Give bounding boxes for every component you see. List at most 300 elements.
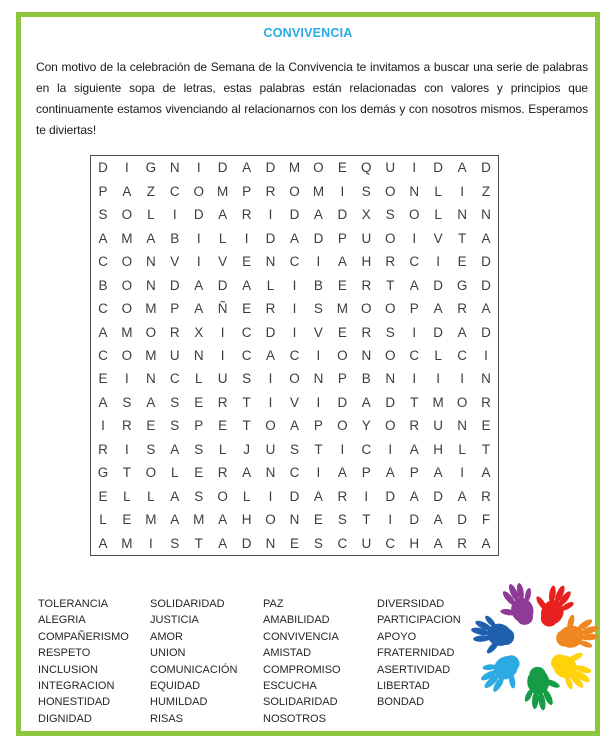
grid-letter: I <box>172 207 177 223</box>
grid-letter: D <box>265 160 276 176</box>
grid-letter: U <box>217 371 228 387</box>
grid-letter: E <box>98 371 108 387</box>
grid-letter: I <box>412 371 417 387</box>
grid-letter: B <box>170 230 180 246</box>
grid-letter: T <box>194 535 203 551</box>
grid-letter: A <box>242 465 252 481</box>
grid-letter: D <box>385 488 396 504</box>
grid-letter: C <box>337 535 348 551</box>
grid-letter: T <box>122 465 132 481</box>
grid-letter: A <box>98 324 108 340</box>
grid-letter: O <box>408 207 420 223</box>
grid-letter: O <box>217 488 228 504</box>
grid-letter: C <box>98 301 108 317</box>
grid-letter: E <box>337 160 347 176</box>
word-list-item: RISAS <box>150 712 184 725</box>
grid-letter: A <box>218 535 228 551</box>
grid-letter: L <box>218 441 227 457</box>
grid-letter: A <box>170 488 180 504</box>
grid-letter: N <box>169 160 180 176</box>
grid-letter: I <box>196 230 201 246</box>
grid-letter: H <box>241 512 252 528</box>
grid-letter: A <box>146 230 156 246</box>
grid-letter: S <box>313 301 323 317</box>
grid-letter: D <box>481 324 491 340</box>
word-list-column-2 <box>150 596 262 727</box>
grid-letter: G <box>145 160 157 176</box>
grid-letter: N <box>457 207 467 223</box>
grid-letter: D <box>241 535 252 551</box>
grid-letter: D <box>313 230 324 246</box>
grid-letter: N <box>289 512 300 528</box>
grid-letter: A <box>457 160 467 176</box>
grid-letter: E <box>242 254 252 270</box>
grid-letter: R <box>98 441 108 457</box>
word-list-item: AMOR <box>150 630 183 643</box>
grid-letter: B <box>98 277 108 293</box>
grid-letter: D <box>337 394 348 410</box>
word-list-item: ESCUCHA <box>263 680 317 693</box>
grid-letter: V <box>289 394 299 410</box>
grid-letter: O <box>145 465 157 481</box>
word-list-item: HONESTIDAD <box>38 696 111 709</box>
grid-letter: A <box>433 535 443 551</box>
grid-letter: O <box>121 277 133 293</box>
grid-letter: R <box>481 488 491 504</box>
grid-letter: C <box>241 347 252 363</box>
grid-letter: I <box>196 160 201 176</box>
grid-letter: I <box>436 371 441 387</box>
grid-letter: V <box>433 230 443 246</box>
grid-letter: V <box>218 254 228 270</box>
grid-letter: A <box>337 254 347 270</box>
grid-letter: I <box>220 347 225 363</box>
grid-letter: M <box>288 160 301 176</box>
grid-letter: E <box>194 465 204 481</box>
grid-letter: I <box>125 371 129 387</box>
grid-letter: J <box>243 441 250 457</box>
grid-letter: A <box>385 465 395 481</box>
grid-letter: A <box>481 465 491 481</box>
grid-letter: L <box>218 230 227 246</box>
grid-letter: V <box>170 254 180 270</box>
grid-letter: L <box>242 488 251 504</box>
grid-letter: M <box>145 301 157 317</box>
word-list-item: CONVIVENCIA <box>263 630 339 643</box>
grid-letter: I <box>292 324 297 340</box>
grid-letter: I <box>388 441 393 457</box>
grid-letter: O <box>121 207 133 223</box>
grid-letter: L <box>434 347 442 363</box>
grid-letter: C <box>241 324 252 340</box>
grid-letter: D <box>337 207 348 223</box>
grid-letter: L <box>147 488 155 504</box>
grid-letter: X <box>361 207 371 223</box>
word-list-item: COMPAÑERISMO <box>38 630 129 643</box>
grid-letter: O <box>385 347 396 363</box>
grid-letter: Q <box>361 160 372 176</box>
grid-letter: A <box>289 230 299 246</box>
grid-letter: A <box>361 394 371 410</box>
word-list-item: JUSTICIA <box>150 614 199 627</box>
grid-letter: E <box>481 418 491 434</box>
grid-letter: I <box>412 230 417 246</box>
grid-letter: U <box>433 418 444 434</box>
grid-letter: O <box>289 371 300 387</box>
grid-letter: N <box>481 371 491 387</box>
grid-letter: C <box>289 254 300 270</box>
grid-letter: C <box>409 347 420 363</box>
word-list-item: EQUIDAD <box>150 680 201 693</box>
handprint-yellow-icon <box>543 640 601 697</box>
grid-letter: C <box>457 347 467 363</box>
grid-letter: I <box>268 488 273 504</box>
grid-letter: D <box>217 277 228 293</box>
grid-letter: A <box>313 207 323 223</box>
grid-letter: N <box>361 347 372 363</box>
grid-letter: D <box>409 512 420 528</box>
grid-letter: T <box>457 230 467 246</box>
grid-letter: R <box>241 207 252 223</box>
grid-letter: B <box>313 277 323 293</box>
grid-letter: S <box>170 394 180 410</box>
grid-letter: U <box>361 535 372 551</box>
grid-letter: M <box>336 301 348 317</box>
grid-letter: C <box>385 535 396 551</box>
grid-letter: O <box>337 347 348 363</box>
grid-letter: A <box>409 488 419 504</box>
grid-letter: N <box>145 254 156 270</box>
grid-letter: D <box>217 160 228 176</box>
grid-letter: T <box>314 441 323 457</box>
grid-letter: M <box>145 347 157 363</box>
grid-letter: I <box>316 254 321 270</box>
grid-letter: D <box>289 488 300 504</box>
grid-letter: S <box>385 324 395 340</box>
grid-letter: R <box>481 394 491 410</box>
intro-paragraph: Con motivo de la celebración de Semana de la Convivencia te invitamos a buscar una serie de palabras en la siguiente sopa de letras, estas palabras están relacionadas con valores y principios que continuamente estamos vivenciando al relacionarnos con los demás y con nosotros mismos. Esperamos te diviertas! <box>36 60 588 137</box>
grid-letter: A <box>218 207 228 223</box>
grid-letter: D <box>457 512 467 528</box>
grid-letter: U <box>265 441 276 457</box>
grid-letter: I <box>101 418 105 434</box>
grid-letter: E <box>98 488 108 504</box>
word-list-column-1 <box>38 596 150 727</box>
grid-letter: A <box>170 441 180 457</box>
grid-letter: R <box>337 488 348 504</box>
grid-letter: L <box>147 207 155 223</box>
grid-letter: T <box>242 394 251 410</box>
handprint-cyan-icon <box>473 645 532 703</box>
grid-letter: A <box>481 535 491 551</box>
grid-letter: A <box>337 465 347 481</box>
grid-letter: A <box>242 160 252 176</box>
grid-letter: H <box>409 535 420 551</box>
grid-letter: N <box>145 371 156 387</box>
grid-letter: N <box>385 371 396 387</box>
grid-letter: A <box>409 441 419 457</box>
grid-letter: R <box>457 535 467 551</box>
grid-letter: C <box>289 347 300 363</box>
grid-letter: E <box>337 277 347 293</box>
grid-letter: I <box>316 394 321 410</box>
grid-letter: S <box>242 371 252 387</box>
grid-letter: P <box>194 418 204 434</box>
word-list-item: FRATERNIDAD <box>377 647 455 660</box>
grid-letter: C <box>169 183 180 199</box>
grid-letter: D <box>385 394 396 410</box>
grid-letter: E <box>218 418 228 434</box>
grid-letter: I <box>460 183 464 199</box>
handprint-blue-icon <box>465 611 518 660</box>
grid-letter: G <box>456 277 468 293</box>
grid-letter: S <box>146 441 156 457</box>
grid-letter: B <box>361 371 371 387</box>
grid-letter: S <box>170 535 180 551</box>
grid-letter: O <box>265 512 276 528</box>
grid-letter: E <box>313 512 323 528</box>
grid-letter: N <box>481 207 491 223</box>
grid-letter: D <box>481 254 491 270</box>
grid-letter: A <box>313 488 323 504</box>
grid-letter: I <box>460 465 464 481</box>
grid-letter: A <box>433 512 443 528</box>
grid-letter: L <box>458 441 466 457</box>
grid-letter: A <box>289 418 299 434</box>
grid-letter: M <box>121 230 133 246</box>
grid-letter: E <box>289 535 299 551</box>
word-list-item: LIBERTAD <box>377 680 430 693</box>
grid-letter: P <box>337 371 347 387</box>
word-list-item: INCLUSION <box>38 663 98 676</box>
grid-letter: M <box>121 324 133 340</box>
grid-letter: A <box>194 277 204 293</box>
grid-letter: Z <box>481 183 491 199</box>
grid-letter: C <box>169 371 180 387</box>
grid-letter: A <box>242 277 252 293</box>
grid-letter: I <box>316 347 321 363</box>
grid-letter: P <box>170 301 180 317</box>
grid-letter: E <box>194 394 204 410</box>
grid-letter: M <box>145 512 157 528</box>
grid-letter: O <box>265 418 276 434</box>
grid-letter: S <box>313 535 323 551</box>
word-list-item: RESPETO <box>38 647 91 660</box>
grid-letter: A <box>194 301 204 317</box>
grid-letter: A <box>457 324 467 340</box>
grid-letter: H <box>361 254 372 270</box>
grid-letter: O <box>337 418 348 434</box>
grid-letter: I <box>340 183 345 199</box>
grid-letter: A <box>218 512 228 528</box>
word-list-item: APOYO <box>377 630 417 643</box>
word-list-item: ALEGRIA <box>38 614 86 627</box>
grid-letter: U <box>385 160 396 176</box>
grid-letter: O <box>385 183 396 199</box>
grid-letter: N <box>193 347 204 363</box>
grid-letter: N <box>145 277 156 293</box>
word-list-item: SOLIDARIDAD <box>263 696 338 709</box>
grid-letter: A <box>481 301 491 317</box>
grid-letter: M <box>217 183 229 199</box>
grid-letter: D <box>433 160 444 176</box>
grid-letter: D <box>481 160 491 176</box>
grid-letter: M <box>193 512 205 528</box>
grid-letter: A <box>266 347 276 363</box>
grid-letter: T <box>410 394 419 410</box>
circle-of-handprints-icon <box>460 570 610 720</box>
grid-letter: A <box>433 301 443 317</box>
wordsearch-grid <box>90 155 499 556</box>
word-list-item: DIVERSIDAD <box>377 598 445 610</box>
grid-letter: I <box>220 324 225 340</box>
grid-letter: A <box>433 465 443 481</box>
word-list-item: COMUNICACIÓN <box>150 663 238 676</box>
grid-letter: P <box>409 465 419 481</box>
grid-letter: O <box>456 394 468 410</box>
grid-letter: I <box>268 394 273 410</box>
grid-letter: O <box>313 160 324 176</box>
grid-letter: T <box>386 277 395 293</box>
grid-letter: S <box>289 441 299 457</box>
grid-letter: S <box>122 394 132 410</box>
grid-letter: S <box>361 183 371 199</box>
grid-letter: N <box>265 465 276 481</box>
grid-letter: N <box>265 254 276 270</box>
grid-letter: S <box>194 441 204 457</box>
grid-letter: R <box>265 183 276 199</box>
word-list-item: COMPROMISO <box>263 663 341 676</box>
grid-letter: O <box>385 230 396 246</box>
grid-letter: S <box>170 418 180 434</box>
grid-letter: D <box>193 207 204 223</box>
grid-letter: I <box>412 160 417 176</box>
grid-letter: R <box>385 254 396 270</box>
grid-letter: R <box>361 324 372 340</box>
grid-letter: D <box>433 488 444 504</box>
grid-letter: O <box>289 183 300 199</box>
grid-letter: L <box>194 371 203 387</box>
grid-letter: R <box>217 465 228 481</box>
grid-letter: I <box>364 488 369 504</box>
grid-letter: N <box>265 535 276 551</box>
grid-letter: I <box>268 371 273 387</box>
word-list-item: AMABILIDAD <box>263 614 330 627</box>
grid-letter: D <box>433 324 444 340</box>
grid-letter: L <box>171 465 179 481</box>
grid-letter: P <box>337 230 347 246</box>
page-title: CONVIVENCIA <box>263 26 353 40</box>
grid-letter: E <box>242 301 252 317</box>
grid-letter: I <box>244 230 249 246</box>
grid-letter: C <box>98 254 108 270</box>
grid-letter: R <box>265 301 276 317</box>
grid-letter: P <box>361 465 371 481</box>
grid-letter: R <box>169 324 180 340</box>
word-list-item: SOLIDARIDAD <box>150 598 225 610</box>
grid-letter: I <box>388 512 393 528</box>
grid-letter: C <box>361 441 372 457</box>
word-list-item: PARTICIPACION <box>377 614 461 627</box>
grid-letter: R <box>217 394 228 410</box>
grid-letter: I <box>125 441 129 457</box>
grid-letter: A <box>122 183 132 199</box>
grid-letter: A <box>146 394 156 410</box>
grid-letter: I <box>292 277 297 293</box>
grid-letter: A <box>481 230 491 246</box>
grid-letter: R <box>122 418 132 434</box>
grid-letter: D <box>289 207 300 223</box>
grid-letter: P <box>409 301 419 317</box>
word-list-item: BONDAD <box>377 696 425 709</box>
grid-letter: A <box>98 394 108 410</box>
grid-letter: N <box>457 418 467 434</box>
grid-letter: U <box>361 230 372 246</box>
grid-letter: M <box>432 394 444 410</box>
grid-letter: M <box>121 535 133 551</box>
grid-letter: M <box>312 183 325 199</box>
grid-letter: S <box>98 207 108 223</box>
grid-letter: C <box>98 347 108 363</box>
grid-letter: C <box>409 254 420 270</box>
grid-letter: A <box>98 535 108 551</box>
grid-letter: I <box>292 301 297 317</box>
grid-letter: O <box>145 324 157 340</box>
grid-letter: O <box>121 347 133 363</box>
grid-letter: F <box>481 512 491 528</box>
grid-letter: I <box>316 465 321 481</box>
grid-letter: R <box>361 277 372 293</box>
grid-letter: E <box>122 512 132 528</box>
grid-letter: O <box>385 301 396 317</box>
grid-letter: I <box>340 441 345 457</box>
grid-letter: D <box>265 324 276 340</box>
grid-letter: E <box>146 418 156 434</box>
word-list-item: TOLERANCIA <box>38 598 109 610</box>
word-list-item: NOSOTROS <box>263 712 326 725</box>
grid-letter: R <box>409 418 420 434</box>
word-list-item: HUMILDAD <box>150 696 208 709</box>
grid-letter: N <box>313 371 324 387</box>
grid-letter: D <box>481 277 491 293</box>
grid-letter: E <box>337 324 347 340</box>
grid-letter: O <box>193 183 204 199</box>
grid-letter: D <box>169 277 180 293</box>
grid-letter: O <box>361 301 372 317</box>
grid-letter: L <box>266 277 275 293</box>
grid-letter: I <box>484 347 488 363</box>
grid-letter: S <box>337 512 347 528</box>
grid-letter: A <box>170 512 180 528</box>
grid-letter: Y <box>361 418 371 434</box>
grid-letter: Z <box>146 183 155 199</box>
grid-letter: T <box>242 418 251 434</box>
grid-letter: P <box>313 418 323 434</box>
word-list-item: AMISTAD <box>263 647 312 660</box>
grid-letter: E <box>457 254 467 270</box>
grid-letter: D <box>98 160 108 176</box>
grid-letter: C <box>289 465 300 481</box>
grid-letter: V <box>313 324 323 340</box>
grid-letter: D <box>433 277 444 293</box>
grid-letter: T <box>481 441 491 457</box>
grid-letter: I <box>412 324 417 340</box>
grid-letter: P <box>242 183 252 199</box>
grid-letter: P <box>98 183 108 199</box>
grid-letter: G <box>97 465 109 481</box>
word-list-item: DIGNIDAD <box>38 712 92 725</box>
grid-letter: A <box>98 230 108 246</box>
